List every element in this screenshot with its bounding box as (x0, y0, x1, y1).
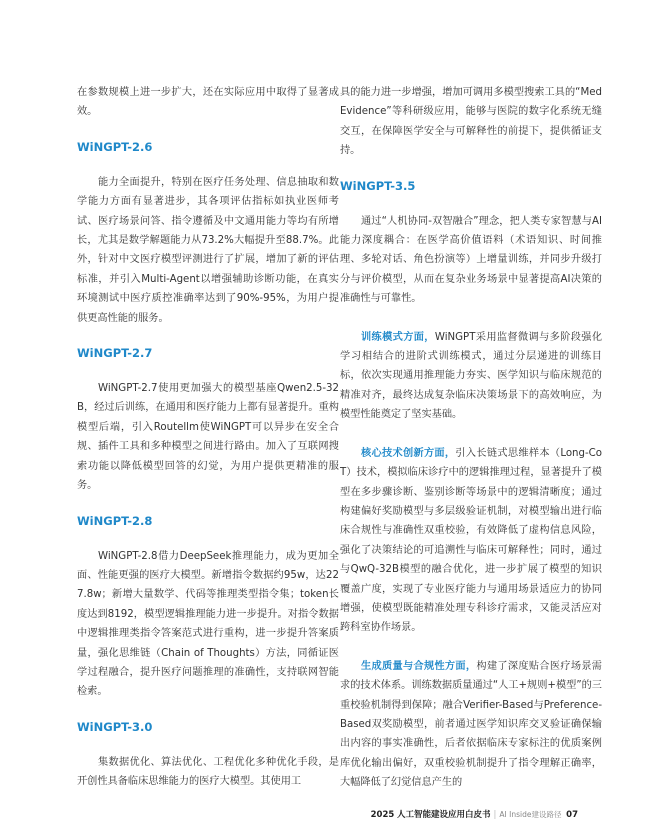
section-text-wingpt-2-8: WiNGPT-2.8借力DeepSeek推理能力，成为更加全面、性能更强的医疗大模型。新增指令数据约95w，达227.8w；新增大量数学、代码等推理类型指令集；token长度达到8192，模型逻辑推理能力进一步提升。对指令数据中逻辑推理类指令答案范式进行重构，进一步提升答案质量，强化思维链（Chain of Thoughts）方法，同循证医学过程融合，提升医疗问题推理的准确性，支持联网智能检索。 (77, 550, 339, 698)
highlight-quality-compliance: 生成质量与合规性方面， (361, 660, 477, 672)
section-heading-wingpt-2-7: WiNGPT-2.7 (77, 346, 153, 361)
paragraph-training-mode (340, 328, 602, 425)
paragraph-quality-compliance (340, 657, 602, 793)
section-heading-wingpt-3-0: WiNGPT-3.0 (77, 719, 153, 734)
section-heading-wingpt-2-8: WiNGPT-2.8 (77, 513, 153, 528)
page-number: 07 (566, 810, 578, 820)
section-text-wingpt-2-7: WiNGPT-2.7使用更加强大的模型基座Qwen2.5-32B，经过后训练，在通用和医疗能力上都有显著提升。重构模型后端，引入Routellm使WiNGPT可以异步在安全合规、插件工具和多种模型之间进行路由。加入了互联网搜索功能以降低模型回答的幻觉，为用户提供更精准的服务。 (77, 383, 339, 492)
left-intro-paragraph: 在参数规模上进一步扩大，还在实际应用中取得了显著成效。 (77, 87, 339, 118)
section-text-wingpt-2-6: 能力全面提升，特别在医疗任务处理、信息抽取和数学能力方面有显著进步，其各项评估指标如执业医师考试、医疗场景问答、指令遵循及中文通用能力等均有所增长，尤其是数学解题能力从73.2%大幅提升至88.7%。此外，针对中文医疗模型评测进行了扩展，增加了新的评估标准，并引入Multi-Agent以增强辅助诊断功能，在真实环境测试中医疗质控准确率达到了90%-95%，为用户提供更高性能的服务。 (77, 176, 339, 324)
highlight-core-innovation: 核心技术创新方面， (361, 447, 456, 459)
right-column (340, 83, 602, 793)
paragraph-core-innovation (340, 444, 602, 638)
highlight-training-mode: 训练模式方面， (361, 331, 435, 343)
paragraph-human-ai-synergy: 通过“人机协同-双智融合”理念，把人类专家智慧与AI能力深度耦合：在医学高价值语料（术语知识、时间推理、多轮对话、角色扮演等）上增量训练，并同步升级打分与评价模型，从而在复杂业务场景中显著提高AI决策的准确性与可靠性。 (340, 215, 602, 305)
right-intro-paragraph: 具的能力进一步增强，增加可调用多模型搜索工具的“MedEvidence”等科研级应用，能够与医院的数字化系统无缝交互，在保障医学安全与可解释性的前提下，提供循证支持。 (340, 87, 602, 157)
text-training-mode: WiNGPT采用监督微调与多阶段强化学习相结合的进阶式训练模式，通过分层递进的训练目标，依次实现通用推理能力夯实、医学知识与临床规范的精准对齐，最终达成复杂临床决策场景下的高效响应，为模型性能奠定了坚实基础。 (340, 331, 603, 421)
section-heading-wingpt-3-5: WiNGPT-3.5 (340, 178, 416, 193)
text-core-innovation: 引入长链式思维样本（Long-CoT）技术，模拟临床诊疗中的逻辑推理过程，显著提升了模型在多步骤诊断、鉴别诊断等场景中的逻辑清晰度；通过构建偏好奖励模型与多层级验证机制，对模型输出进行临床合规性与准确性双重校验，有效降低了虚构信息风险，强化了决策结论的可追溯性与临床可解释性；同时，通过与QwQ-32B模型的融合优化，进一步扩展了模型的知识覆盖广度，实现了专业医疗能力与通用场景适应力的协同增强，使模型既能精准处理专科诊疗需求，又能灵活应对跨科室协作场景。 (340, 447, 602, 634)
text-quality-compliance: 构建了深度贴合医疗场景需求的技术体系。训练数据质量通过“人工+规则+模型”的三重校验机制得到保障；融合Verifier-Based与Preference-Based双奖励模型，前者通过医学知识库交叉验证确保输出内容的事实准确性，后者依据临床专家标注的优质案例库优化输出偏好，双重校验机制提升了指令理解正确率，大幅降低了幻觉信息产生的 (340, 660, 602, 789)
footer-subtitle: AI Inside建设路径 (499, 810, 562, 819)
footer-title: 人工智能建设应用白皮书 (397, 810, 491, 820)
footer-separator: | (493, 810, 497, 820)
left-column (77, 83, 339, 792)
section-text-wingpt-3-0: 集数据优化、算法优化、工程优化多种优化手段，是开创性具备临床思维能力的医疗大模型。其使用工 (77, 756, 339, 788)
page-footer (371, 808, 578, 820)
section-heading-wingpt-2-6: WiNGPT-2.6 (77, 139, 153, 154)
footer-year: 2025 (370, 810, 395, 820)
